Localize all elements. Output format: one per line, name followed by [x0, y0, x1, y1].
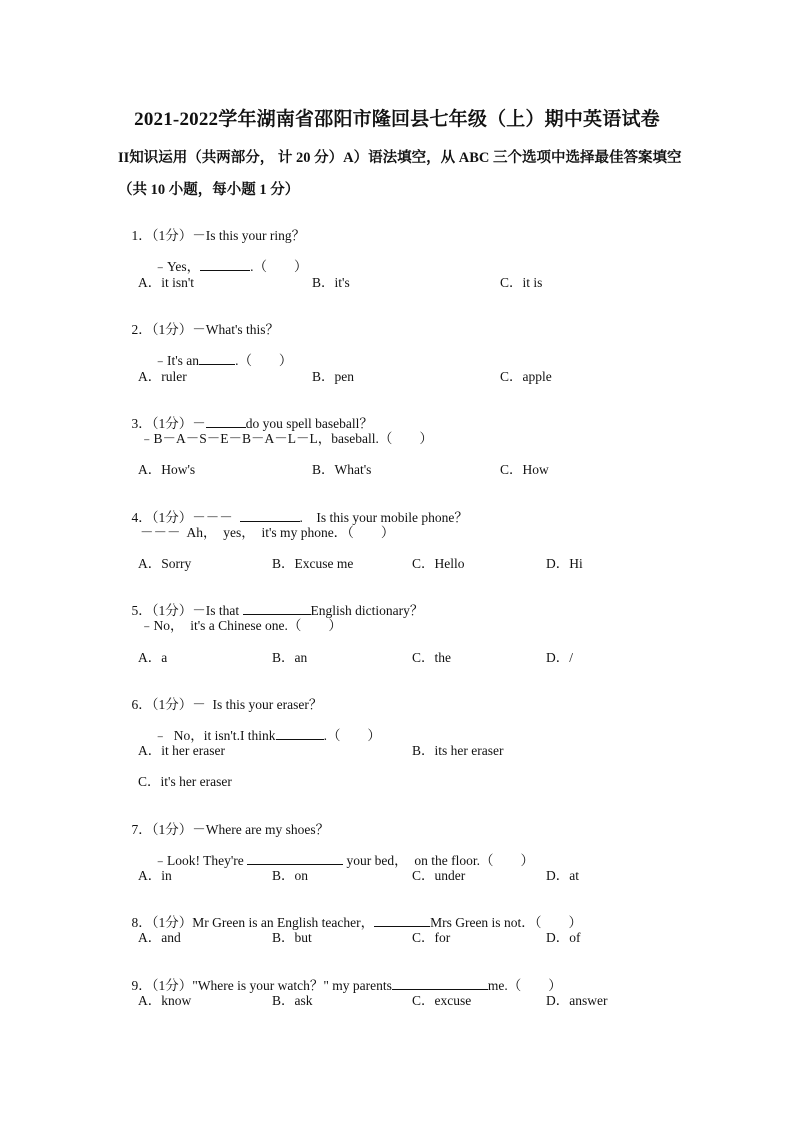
- reply-text-end: .（ ）: [323, 728, 381, 743]
- option-b[interactable]: B．Excuse me: [272, 556, 354, 571]
- question-text: －Is that: [192, 603, 240, 618]
- option-d[interactable]: D．at: [546, 868, 579, 883]
- question-text-end: me.（ ）: [487, 978, 562, 993]
- option-b[interactable]: B．on: [272, 868, 309, 883]
- question-number: 5．（1分）: [131, 603, 193, 618]
- option-a[interactable]: A．in: [138, 868, 172, 883]
- question-number: 1．（1分）: [131, 228, 193, 243]
- question-text: "Where is your watch？" my parents: [192, 978, 392, 993]
- question-number: 7．（1分）: [131, 822, 193, 837]
- option-c[interactable]: C．excuse: [412, 993, 472, 1008]
- option-c[interactable]: C．it is: [500, 275, 543, 290]
- option-c[interactable]: C．for: [412, 930, 451, 945]
- option-a[interactable]: A．ruler: [138, 369, 187, 384]
- option-a[interactable]: A．Sorry: [138, 556, 192, 571]
- reply-text-end: your bed， on the floor.（ ）: [346, 853, 535, 868]
- option-b[interactable]: B．ask: [272, 993, 313, 1008]
- answer-blank[interactable]: [200, 258, 250, 271]
- option-c[interactable]: C．apple: [500, 369, 552, 384]
- question-text: －－－: [192, 510, 233, 525]
- option-d[interactable]: D．/: [546, 650, 573, 665]
- option-b[interactable]: B．pen: [312, 369, 354, 384]
- question-text: －Where are my shoes？: [192, 822, 330, 837]
- option-d[interactable]: D．Hi: [546, 556, 583, 571]
- option-a[interactable]: A．it isn't: [138, 275, 195, 290]
- reply-text-end: .（ ）: [235, 353, 293, 368]
- question-text-end: do you spell baseball？: [245, 416, 373, 431]
- option-d[interactable]: D．of: [546, 930, 581, 945]
- option-c[interactable]: C．How: [500, 462, 549, 477]
- question-number: 2．（1分）: [131, 322, 193, 337]
- option-b[interactable]: B．an: [272, 650, 308, 665]
- reply-text-end: .（ ）: [250, 259, 308, 274]
- question-7-reply: [140, 833, 534, 885]
- question-text-end: Mrs Green is not．（ ）: [430, 915, 582, 930]
- answer-blank[interactable]: [199, 352, 235, 365]
- question-number: 4．（1分）: [131, 510, 193, 525]
- option-a[interactable]: A．and: [138, 930, 181, 945]
- question-number: 6．（1分）: [131, 697, 193, 712]
- question-text: －Is this your ring？: [192, 228, 306, 243]
- option-d[interactable]: D．answer: [546, 993, 608, 1008]
- question-text: Mr Green is an English teacher，: [192, 915, 375, 930]
- reply-text: ﹣ No，it isn't.I think: [153, 728, 276, 743]
- option-a[interactable]: A．a: [138, 650, 168, 665]
- option-b[interactable]: B．its her eraser: [412, 743, 504, 758]
- option-b[interactable]: B．but: [272, 930, 312, 945]
- option-b[interactable]: B．What's: [312, 462, 372, 477]
- option-a[interactable]: A．know: [138, 993, 192, 1008]
- option-c[interactable]: C．the: [412, 650, 451, 665]
- question-text: －: [192, 416, 206, 431]
- section-heading: II知识运用（共两部分， 计 20 分）A）语法填空，从 ABC 三个选项中选择最佳答案填空: [118, 150, 682, 166]
- question-text-end: . Is this your mobile phone？: [299, 510, 468, 525]
- page-title: 2021-2022学年湖南省邵阳市隆回县七年级（上）期中英语试卷: [134, 109, 660, 130]
- question-number: 8．（1分）: [131, 915, 193, 930]
- reply-text: ﹣Yes，: [153, 259, 201, 274]
- option-a[interactable]: A．it her eraser: [138, 743, 225, 758]
- option-c[interactable]: C．under: [412, 868, 466, 883]
- section-subheading: （共 10 小题，每小题 1 分）: [118, 182, 300, 198]
- question-4-reply: －－－ Ah， yes， it's my phone．（ ）: [140, 525, 395, 540]
- question-text: － Is this your eraser？: [192, 697, 323, 712]
- reply-text: ﹣Look! They're: [153, 853, 244, 868]
- option-c[interactable]: C．Hello: [412, 556, 465, 571]
- question-number: 3．（1分）: [131, 416, 193, 431]
- option-a[interactable]: A．How's: [138, 462, 196, 477]
- option-b[interactable]: B．it's: [312, 275, 350, 290]
- option-c[interactable]: C．it's her eraser: [138, 774, 232, 789]
- reply-text: ﹣It's an: [153, 353, 200, 368]
- question-3-reply: ﹣B－A－S－E－B－A－L－L，baseball.（ ）: [140, 431, 433, 446]
- question-5-reply: ﹣No， it's a Chinese one.（ ）: [140, 618, 342, 633]
- question-text: －What's this？: [192, 322, 280, 337]
- question-8: [118, 895, 582, 947]
- answer-blank[interactable]: [276, 727, 324, 740]
- question-text-end: English dictionary？: [310, 603, 424, 618]
- question-number: 9．（1分）: [131, 978, 193, 993]
